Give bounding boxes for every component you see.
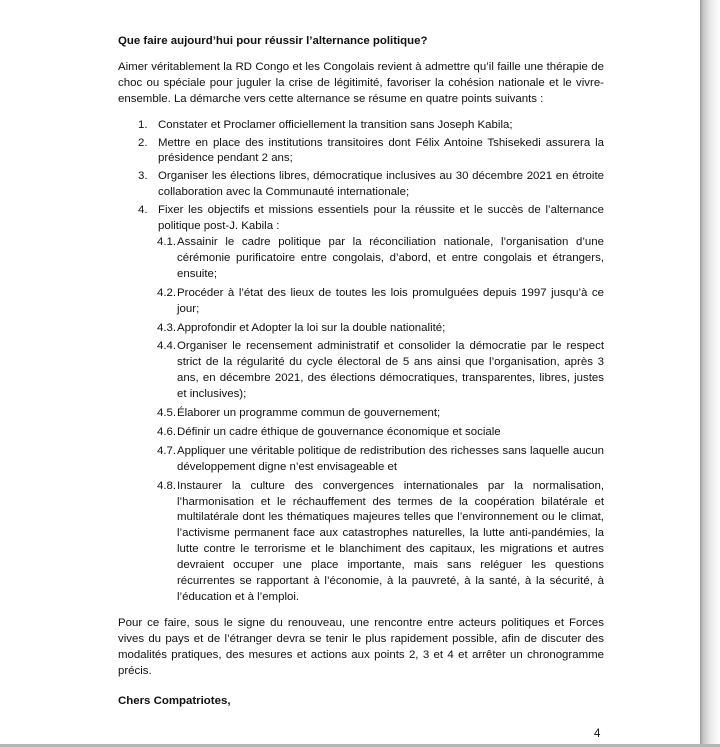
sub-list-number: 4.4. [157,340,177,353]
sub-list-item [157,425,604,441]
list-text: Fixer les objectifs et missions essentiels pour la réussite et le succès de l’alternance politique post-J. Kabila : [158,204,604,233]
closing-paragraph: Pour ce faire, sous le signe du renouveau, une rencontre entre acteurs politiques et Forces vives du pays et de l’étranger devra se tenir le plus rapidement possible, afin de discuter des modalités pratiques, des mesures et actions aux points 2, 3 et 4 et arrêter un chronogramme précis. [118,616,604,677]
sub-list-item [157,321,604,337]
sub-list-number: 4.6. [157,425,177,438]
sub-list-number: 4.5. [157,407,177,420]
main-points-list [118,118,604,606]
list-number: 3. [138,170,148,183]
sub-list-item [157,479,604,606]
sub-list-text: Procéder à l’état des lieux de toutes les lois promulguées depuis 1997 jusqu’à ce jour; [177,286,604,315]
list-text: Organiser les élections libres, démocratique inclusives au 30 décembre 2021 en étroite collaboration avec la Communauté internationale; [158,170,604,199]
sub-list-item [157,286,604,318]
sub-list-number: 4.8. [157,479,177,492]
list-text: Mettre en place des institutions transitoires dont Félix Antoine Tshisekedi assurera la présidence pendant 2 ans; [158,136,604,165]
sub-list-item [157,406,604,422]
list-text: Constater et Proclamer officiellement la transition sans Joseph Kabila; [158,118,513,131]
sub-list-text: Organiser le recensement administratif et consolider la démocratie par le respect strict de la régularité du cycle électoral de 5 ans ainsi que l’organisation, après 3 ans, en décembre 2021, des élections démocratiques, transparentes, libres, justes et inclusives); [177,340,604,401]
salutation: Chers Compatriotes, [118,694,231,707]
page-number: 4 [594,728,601,740]
sub-list-number: 4.1. [157,235,177,248]
list-item [118,136,604,168]
sub-list-number: 4.3. [157,321,177,334]
list-item [118,169,604,201]
list-item [118,118,604,134]
list-item [118,203,604,606]
sub-list-number: 4.2. [157,286,177,299]
sub-list-text: Définir un cadre éthique de gouvernance économique et sociale [177,425,501,438]
list-number: 4. [138,204,148,217]
sub-list-item [157,235,604,283]
sub-list-text: Instaurer la culture des convergences internationales par la normalisation, l’harmonisation et le réchauffement des termes de la coopération bilatérale et multilatérale dont les thématiques majeures telles que l’environnement ou le climat, l’activisme permanent face aux catastrophes naturelles, la lutte anti-pandémies, la lutte contre le terrorisme et le blanchiment des capitaux, les migrations et autres devraient occuper une place importante, mais sans reléguer les questions récurrentes se rapportant à l’économie, à la pauvreté, à la santé, à la sécurité, à l’éducation et à l’emploi. [177,479,604,603]
sub-list-text: Approfondir et Adopter la loi sur la double nationalité; [177,321,446,334]
list-number: 1. [138,118,148,131]
sub-list-item [157,339,604,403]
sub-list-text: Élaborer un programme commun de gouvernement; [177,407,441,420]
sub-points-list [158,235,604,606]
sub-list-item [157,444,604,476]
intro-paragraph: Aimer véritablement la RD Congo et les Congolais revient à admettre qu’il faille une thérapie de choc ou spéciale pour juguler la crise de légitimité, favoriser la cohésion nationale et le vivre-ensemble. La démarche vers cette alternance se résume en quatre points suivants : [118,60,604,105]
sub-list-text: Appliquer une véritable politique de redistribution des richesses sans laquelle aucun développement digne n’est envisageable et [177,444,604,473]
sub-list-number: 4.7. [157,444,177,457]
page-shadow-right [700,0,720,747]
document-body [118,34,604,709]
list-number: 2. [138,136,148,149]
sub-list-text: Assainir le cadre politique par la réconciliation nationale, l’organisation d’une cérémonie purificatoire entre congolais, d’abord, et entre congolais et étrangers, ensuite; [177,235,604,280]
section-heading: Que faire aujourd’hui pour réussir l’alternance politique? [118,35,428,47]
